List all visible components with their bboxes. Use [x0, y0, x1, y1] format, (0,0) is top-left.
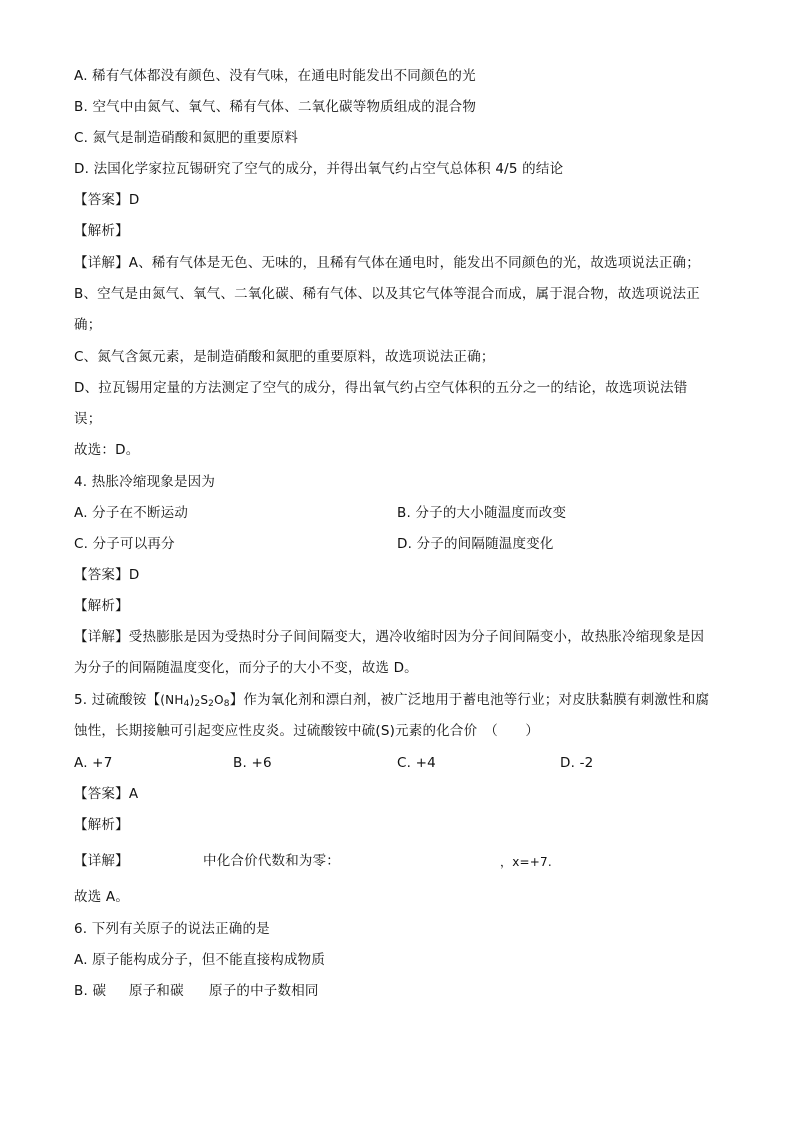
q5-detail-mid: 中化合价代数和为零：	[203, 853, 340, 869]
q3-option-d: D. 法国化学家拉瓦锡研究了空气的成分，并得出氧气约占空气总体积 4/5 的结论	[74, 161, 564, 177]
q5-detail-end: ，x=+7.	[500, 855, 552, 869]
q6-option-a: A. 原子能构成分子，但不能直接构成物质	[74, 952, 326, 968]
q3-detail-line-6: 误；	[74, 411, 102, 427]
q5-analysis-label: 【解析】	[74, 817, 129, 833]
q6-option-b-part-2: 原子和碳	[129, 983, 184, 999]
q3-answer	[74, 191, 139, 209]
q5-question-prefix: 5. 过硫酸铵【	[74, 692, 161, 708]
q4-detail-line-2: 为分子的间隔随温度变化，而分子的大小不变，故选 D。	[74, 660, 418, 676]
q5-option-b: B. +6	[233, 755, 272, 771]
q5-option-a: A. +7	[74, 755, 113, 771]
q4-option-b: B. 分子的大小随温度而改变	[397, 505, 567, 521]
q4-analysis-label: 【解析】	[74, 598, 129, 614]
q6-question: 6. 下列有关原子的说法正确的是	[74, 921, 270, 937]
q4-answer	[74, 566, 139, 584]
q3-detail-line-1: 【详解】A、稀有气体是无色、无味的，且稀有气体在通电时，能发出不同颜色的光，故选项说法正确；	[74, 255, 700, 271]
q5-detail-label: 【详解】	[74, 853, 129, 869]
q6-option-b-part-3: 原子的中子数相同	[209, 983, 319, 999]
q4-option-d: D. 分子的间隔随温度变化	[397, 536, 554, 552]
answer-value: D	[128, 192, 140, 208]
q5-question-suffix: 】作为氧化剂和漂白剂，被广泛地用于蓄电池等行业；对皮肤黏膜有刺激性和腐	[229, 692, 710, 708]
q3-detail-line-5: D、拉瓦锡用定量的方法测定了空气的成分，得出氧气约占空气体积的五分之一的结论，故选项说法错	[74, 380, 688, 396]
q5-question-line-1	[74, 691, 709, 709]
q5-option-d: D. -2	[560, 755, 594, 771]
q3-detail-line-2: B、空气是由氮气、氧气、二氧化碳、稀有气体、以及其它气体等混合而成，属于混合物，故选项说法正	[74, 286, 700, 302]
answer-label: 【答案】	[74, 786, 129, 802]
q4-detail-line-1: 【详解】受热膨胀是因为受热时分子间间隔变大，遇冷收缩时因为分子间间隔变小，故热胀冷缩现象是因	[74, 629, 705, 645]
q3-option-c: C. 氮气是制造硝酸和氮肥的重要原料	[74, 130, 299, 146]
q3-detail-line-4: C、氮气含氮元素，是制造硝酸和氮肥的重要原料，故选项说法正确；	[74, 349, 495, 365]
q3-option-a: A. 稀有气体都没有颜色、没有气味，在通电时能发出不同颜色的光	[74, 68, 476, 84]
answer-value: D	[128, 567, 140, 583]
q6-option-b-part-1: B. 碳	[74, 983, 107, 999]
q4-option-a: A. 分子在不断运动	[74, 505, 189, 521]
answer-label: 【答案】	[74, 192, 129, 208]
q5-question-line-2: 蚀性，长期接触可引起变应性皮炎。过硫酸铵中硫(S)元素的化合价 （ ）	[74, 723, 540, 739]
q5-conclusion: 故选 A。	[74, 889, 130, 905]
q3-analysis-label: 【解析】	[74, 223, 129, 239]
q4-option-c: C. 分子可以再分	[74, 536, 175, 552]
q3-conclusion: 故选：D。	[74, 442, 140, 458]
answer-label: 【答案】	[74, 567, 129, 583]
answer-value: A	[128, 786, 139, 802]
q3-detail-line-3: 确；	[74, 317, 102, 333]
q5-option-c: C. +4	[397, 755, 436, 771]
q3-option-b: B. 空气中由氮气、氧气、稀有气体、二氧化碳等物质组成的混合物	[74, 99, 477, 115]
chemical-formula: $(NH_4)_2S_2O_8$	[160, 693, 230, 709]
q5-answer	[74, 785, 138, 803]
q4-question: 4. 热胀冷缩现象是因为	[74, 474, 216, 490]
